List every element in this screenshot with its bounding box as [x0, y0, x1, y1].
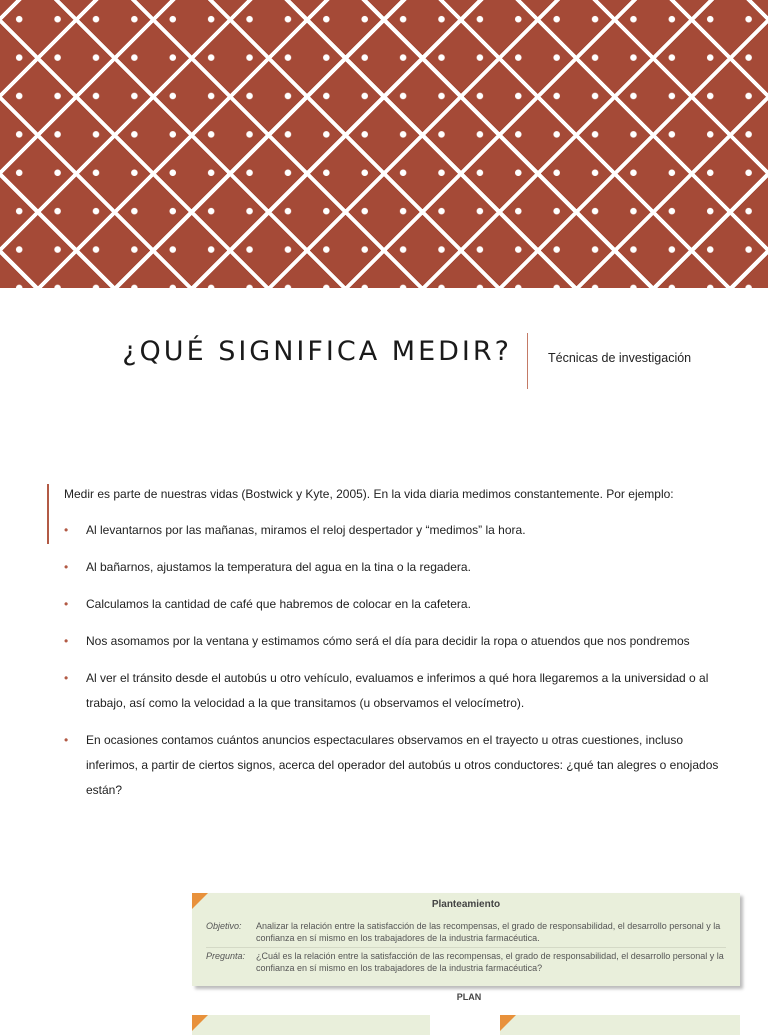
list-item: [64, 555, 724, 580]
list-item: [64, 629, 724, 654]
bullet-icon: •: [64, 634, 69, 648]
decorative-pattern-banner: [0, 0, 768, 288]
bullet-icon: •: [64, 671, 69, 685]
bullet-icon: •: [64, 560, 69, 574]
bullet-text: En ocasiones contamos cuántos anuncios espectaculares observamos en el trayecto u otras cuestiones, incluso inferimos, a partir de ciertos signos, acerca del operador del autobús u otros conductores: ¿qué tan alegres o enojados están?: [86, 733, 719, 797]
bullet-text: Al levantarnos por las mañanas, miramos el reloj despertador y “medimos” la hora.: [86, 523, 526, 537]
list-item: [64, 518, 724, 543]
bullet-icon: •: [64, 597, 69, 611]
figure-row-objetivo: [206, 920, 736, 946]
bullet-list: [64, 518, 724, 815]
intro-text: Medir es parte de nuestras vidas (Bostwick y Kyte, 2005). En la vida diaria medimos constantemente. Por ejemplo:: [64, 487, 674, 501]
bullet-text: Al ver el tránsito desde el autobús u otro vehículo, evaluamos e inferimos a qué hora llegaremos a la universidad o al trabajo, así como la velocidad a la que transitamos (u observamos el velocímetro).: [86, 671, 709, 710]
list-item: [64, 728, 724, 803]
accent-bar: [47, 484, 49, 544]
bullet-text: Nos asomamos por la ventana y estimamos cómo será el día para decidir la ropa o atuendos que nos pondremos: [86, 634, 690, 648]
plan-label: PLAN: [456, 992, 482, 1002]
figure-corner-marker: [500, 1015, 516, 1031]
figure-row-pregunta: [206, 950, 736, 976]
figure-row-text: ¿Cuál es la relación entre la satisfacción de las recompensas, el grado de responsabilidad, el desarrollo personal y la confianza en sí mismo en los trabajadores de la industria farmacéutica?: [256, 951, 724, 973]
bullet-text: Calculamos la cantidad de café que habremos de colocar en la cafetera.: [86, 597, 471, 611]
figure-row-text: Analizar la relación entre la satisfacción de las recompensas, el grado de responsabilidad, el desarrollo personal y la confianza en sí mismo en los trabajadores de la industria farmacéutica.: [256, 921, 721, 943]
figure-row-key: Objetivo:: [206, 921, 242, 931]
figure-row-key: Pregunta:: [206, 951, 246, 961]
bullet-icon: •: [64, 733, 69, 747]
figure-corner-marker: [192, 1015, 208, 1031]
pattern-dots: [0, 0, 768, 288]
plan-box-left: [192, 1015, 430, 1035]
bullet-icon: •: [64, 523, 69, 537]
plan-box-right: [500, 1015, 740, 1035]
slide-title: ¿QUÉ SIGNIFICA MEDIR?: [122, 336, 512, 367]
figure-separator: [206, 947, 726, 948]
list-item: [64, 666, 724, 716]
list-item: [64, 592, 724, 617]
figure-heading: Planteamiento: [431, 899, 501, 910]
planteamiento-figure: [192, 893, 740, 986]
slide-subtitle: Técnicas de investigación: [548, 351, 692, 365]
title-divider: [527, 333, 528, 389]
bullet-text: Al bañarnos, ajustamos la temperatura del agua en la tina o la regadera.: [86, 560, 471, 574]
